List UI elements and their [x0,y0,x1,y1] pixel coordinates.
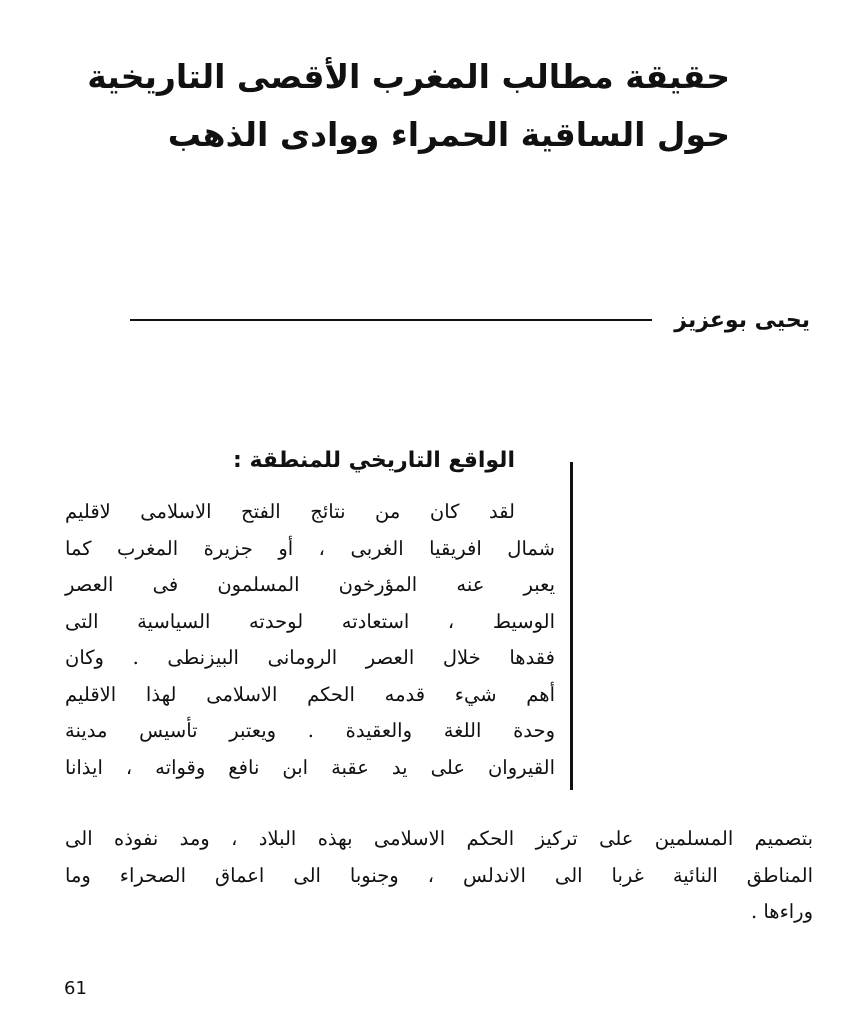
paragraph-line: أهم شيء قدمه الحكم الاسلامى لهذا الاقليم [65,682,555,706]
paragraph-line: فقدها خلال العصر الرومانى البيزنطى . وكان [65,646,555,669]
paragraph-line: المناطق النائية غربا الى الاندلس ، وجنوبا الى اعماق الصحراء وما [65,863,813,887]
paragraph-line: بتصميم المسلمين على تركيز الحكم الاسلامى بهذه البلاد ، ومد نفوذه الى [65,827,813,850]
paragraph-line: يعبر عنه المؤرخون المسلمون فى العصر [65,573,555,596]
paragraph-wide [65,821,813,931]
paragraph-narrow [65,494,555,786]
page-number: 61 [64,978,87,999]
author-rule [130,319,652,321]
author-name: يحيى بوعزيز [674,307,810,333]
title-line-1: حقيقة مطالب المغرب الأقصى التاريخية [87,57,730,96]
paragraph-line: وراءها . [750,900,813,923]
author-row [130,300,810,340]
paragraph-line: وحدة اللغة والعقيدة . ويعتبر تأسيس مدينة [65,719,555,742]
margin-rule [570,462,573,790]
title-line-2: حول الساقية الحمراء ووادى الذهب [167,115,730,154]
paragraph-line: القيروان على يد عقبة ابن نافع وقواته ، ايذانا [65,755,555,779]
article-title [87,48,730,164]
section-heading: الواقع التاريخي للمنطقة : [232,448,515,473]
paragraph-line: الوسيط ، استعادته لوحدته السياسية التى [65,609,555,633]
paragraph-line: لقد كان من نتائج الفتح الاسلامى لاقليم [65,500,515,523]
paragraph-line: شمال افريقيا الغربى ، أو جزيرة المغرب كما [65,536,555,560]
